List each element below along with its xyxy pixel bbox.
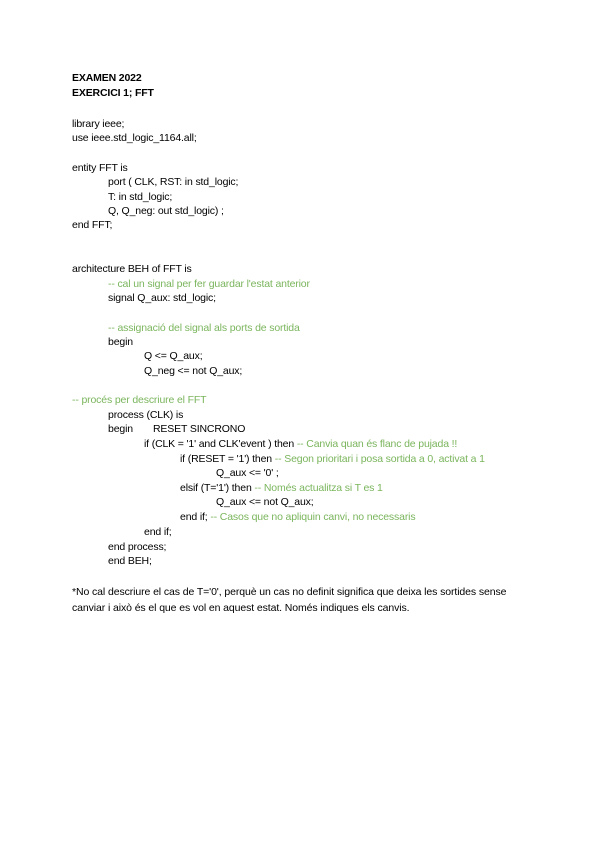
code-statement: if (RESET = '1') then <box>180 453 275 465</box>
code-line <box>180 453 485 466</box>
code-line: end process; <box>108 541 167 553</box>
code-line: signal Q_aux: std_logic; <box>108 292 216 304</box>
code-line: process (CLK) is <box>108 409 184 421</box>
code-line: end BEH; <box>108 555 152 567</box>
code-line <box>144 438 457 451</box>
code-line: end FFT; <box>72 219 113 231</box>
code-comment: -- Només actualitza si T es 1 <box>254 482 383 494</box>
code-comment: -- procés per descriure el FFT <box>72 394 207 406</box>
code-line: T: in std_logic; <box>108 191 173 203</box>
code-line: Q_aux <= '0' ; <box>216 467 279 479</box>
code-line: Q_aux <= not Q_aux; <box>216 496 314 508</box>
code-line: RESET SINCRONO <box>153 423 246 435</box>
code-comment: -- Canvia quan és flanc de pujada !! <box>296 438 458 450</box>
footnote: *No cal descriure el cas de T='0', perquè un cas no definit significa que deixa les sortides sense canviar i això és el que es vol en aquest estat. Només indiques els canvis. <box>72 586 507 614</box>
code-comment: -- Casos que no apliquin canvi, no necessaris <box>210 511 416 523</box>
code-line: Q_neg <= not Q_aux; <box>144 365 243 377</box>
code-statement: elsif (T='1') then <box>180 482 255 494</box>
code-line: architecture BEH of FFT is <box>72 263 192 275</box>
code-comment: -- assignació del signal als ports de sortida <box>108 322 300 334</box>
code-line: library ieee; <box>72 118 125 130</box>
code-line: end if; <box>144 526 172 538</box>
code-line: use ieee.std_logic_1164.all; <box>72 132 197 144</box>
code-comment: -- Segon prioritari i posa sortida a 0, activat a 1 <box>274 453 485 465</box>
code-line <box>180 482 383 495</box>
code-line: Q <= Q_aux; <box>144 350 203 362</box>
code-line: entity FFT is <box>72 162 128 174</box>
code-line: begin <box>108 423 133 435</box>
code-line: begin <box>108 336 133 348</box>
code-statement: end if; <box>180 511 211 523</box>
code-line: port ( CLK, RST: in std_logic; <box>108 176 239 188</box>
code-statement: if (CLK = '1' and CLK'event ) then <box>144 438 297 450</box>
code-line <box>180 511 415 524</box>
code-line: Q, Q_neg: out std_logic) ; <box>108 205 224 217</box>
exercise-title: EXERCICI 1; FFT <box>72 87 154 99</box>
code-comment: -- cal un signal per fer guardar l'estat anterior <box>108 278 310 290</box>
exam-title: EXAMEN 2022 <box>72 72 142 84</box>
